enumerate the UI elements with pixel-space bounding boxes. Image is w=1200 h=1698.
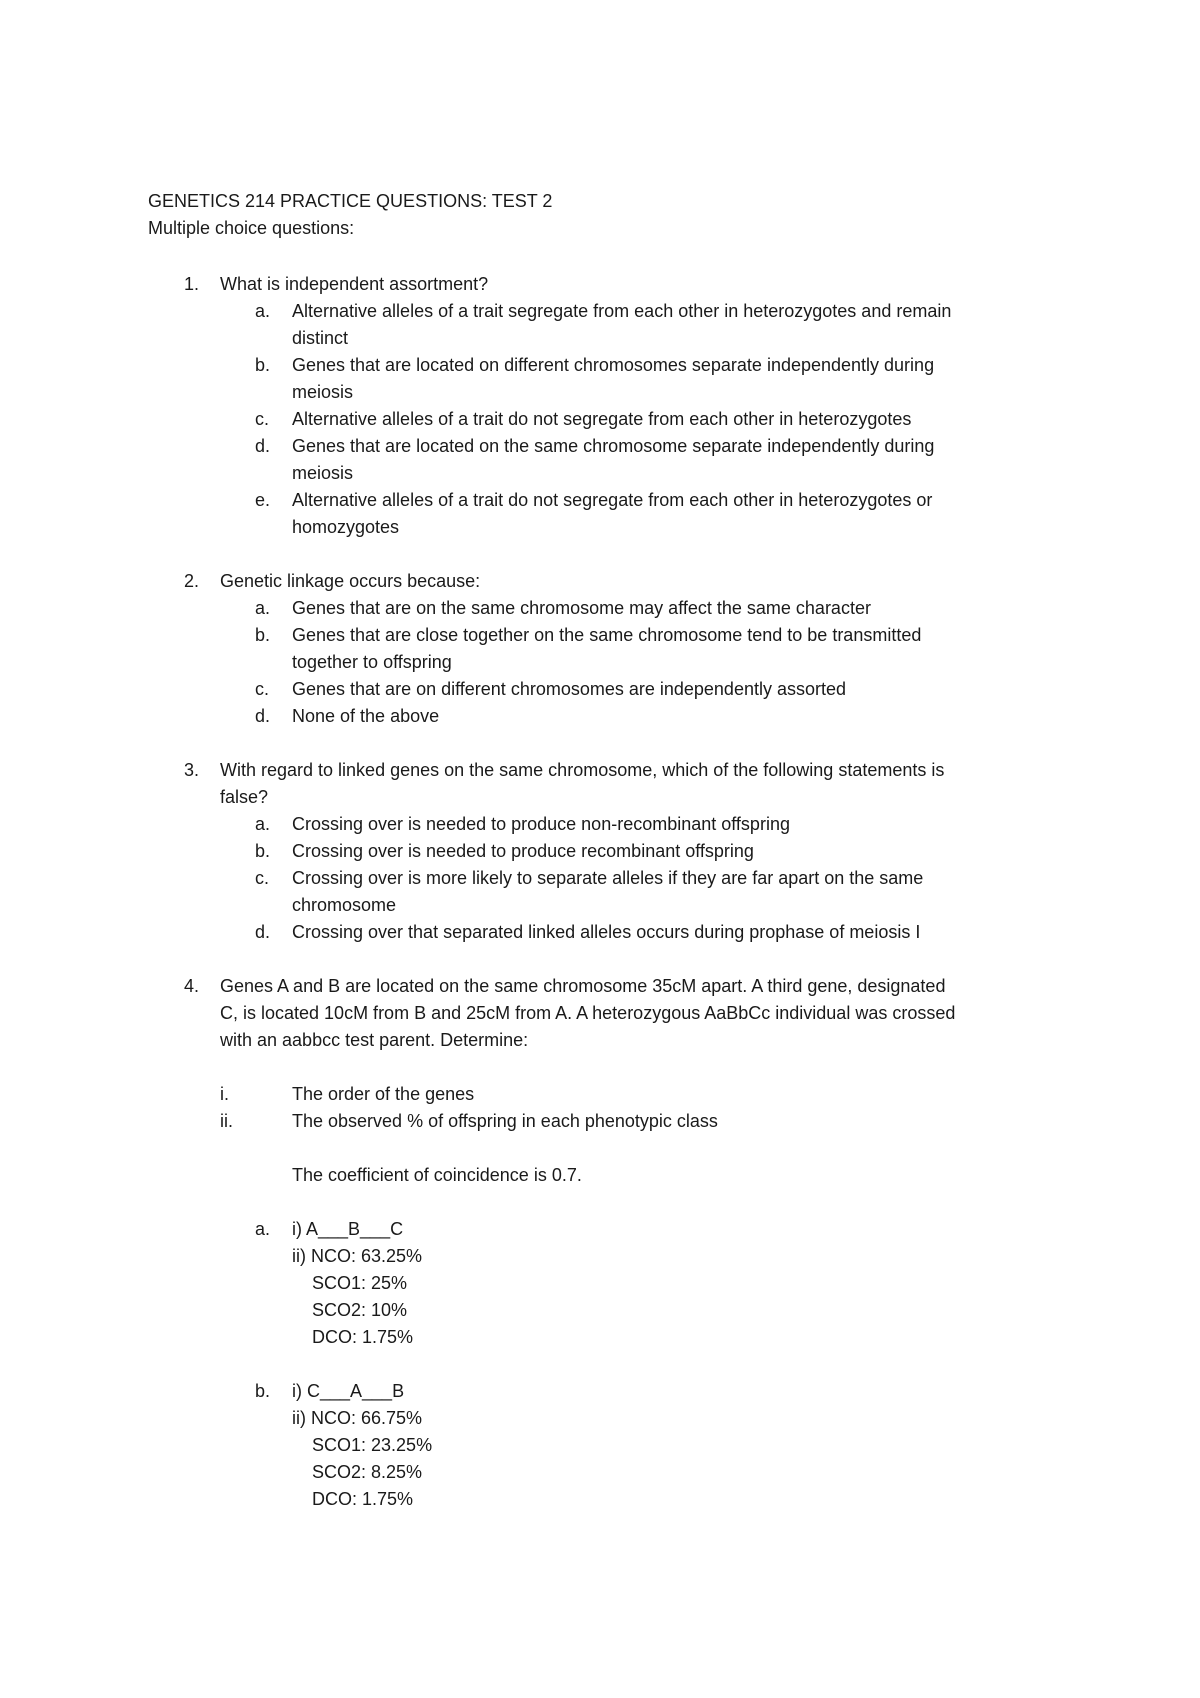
option-text: None of the above xyxy=(292,706,440,726)
option-text: SCO1: 23.25% xyxy=(312,1435,433,1455)
option-text: Genes that are close together on the same chromosome tend to be transmitted xyxy=(292,625,922,645)
option-text: Crossing over that separated linked alleles occurs during prophase of meiosis I xyxy=(292,922,921,942)
option-text: Alternative alleles of a trait do not segregate from each other in heterozygotes or xyxy=(292,490,933,510)
option-text: Crossing over is needed to produce non-recombinant offspring xyxy=(292,814,790,834)
subpart-label: i. xyxy=(220,1084,229,1104)
subpart-text: The order of the genes xyxy=(292,1084,475,1104)
option-text: meiosis xyxy=(292,463,354,483)
option-text: SCO2: 8.25% xyxy=(312,1462,423,1482)
question-number: 4. xyxy=(184,976,200,996)
option-text: SCO1: 25% xyxy=(312,1273,408,1293)
question-text: false? xyxy=(220,787,269,807)
question-number: 1. xyxy=(184,274,200,294)
page-title: GENETICS 214 PRACTICE QUESTIONS: TEST 2 xyxy=(148,191,553,211)
option-text: homozygotes xyxy=(292,517,400,537)
option-letter: e. xyxy=(255,490,271,510)
option-text: Alternative alleles of a trait do not segregate from each other in heterozygotes xyxy=(292,409,912,429)
option-text: Crossing over is more likely to separate alleles if they are far apart on the same xyxy=(292,868,924,888)
question-text: with an aabbcc test parent. Determine: xyxy=(220,1030,529,1050)
option-letter: b. xyxy=(255,1381,271,1401)
option-text: distinct xyxy=(292,328,349,348)
question-number: 2. xyxy=(184,571,200,591)
section-subtitle: Multiple choice questions: xyxy=(148,218,355,238)
question-text: With regard to linked genes on the same chromosome, which of the following statements is xyxy=(220,760,945,780)
option-text: SCO2: 10% xyxy=(312,1300,408,1320)
question-note: The coefficient of coincidence is 0.7. xyxy=(292,1165,582,1185)
option-text: i) A___B___C xyxy=(292,1219,404,1239)
option-text: DCO: 1.75% xyxy=(312,1327,414,1347)
subpart-text: The observed % of offspring in each phenotypic class xyxy=(292,1111,718,1131)
question-text: Genetic linkage occurs because: xyxy=(220,571,481,591)
question-number: 3. xyxy=(184,760,200,780)
option-text: Genes that are located on different chromosomes separate independently during xyxy=(292,355,935,375)
option-letter: b. xyxy=(255,625,271,645)
option-letter: d. xyxy=(255,436,271,456)
option-text: together to offspring xyxy=(292,652,452,672)
option-letter: c. xyxy=(255,409,270,429)
option-text: Genes that are located on the same chromosome separate independently during xyxy=(292,436,935,456)
option-text: meiosis xyxy=(292,382,354,402)
question-text: Genes A and B are located on the same chromosome 35cM apart. A third gene, designated xyxy=(220,976,946,996)
option-text: Crossing over is needed to produce recombinant offspring xyxy=(292,841,754,861)
option-letter: a. xyxy=(255,814,271,834)
option-text: ii) NCO: 63.25% xyxy=(292,1246,423,1266)
option-text: Genes that are on different chromosomes are independently assorted xyxy=(292,679,847,699)
option-text: Alternative alleles of a trait segregate from each other in heterozygotes and remain xyxy=(292,301,952,321)
option-letter: c. xyxy=(255,868,270,888)
option-letter: d. xyxy=(255,706,271,726)
option-letter: b. xyxy=(255,355,271,375)
option-letter: d. xyxy=(255,922,271,942)
option-text: DCO: 1.75% xyxy=(312,1489,414,1509)
option-letter: a. xyxy=(255,598,271,618)
option-text: i) C___A___B xyxy=(292,1381,405,1401)
option-text: ii) NCO: 66.75% xyxy=(292,1408,423,1428)
question-text: C, is located 10cM from B and 25cM from A. A heterozygous AaBbCc individual was crossed xyxy=(220,1003,956,1023)
subpart-label: ii. xyxy=(220,1111,233,1131)
option-text: Genes that are on the same chromosome may affect the same character xyxy=(292,598,871,618)
option-letter: a. xyxy=(255,301,271,321)
option-text: chromosome xyxy=(292,895,397,915)
option-letter: b. xyxy=(255,841,271,861)
option-letter: c. xyxy=(255,679,270,699)
option-letter: a. xyxy=(255,1219,271,1239)
question-text: What is independent assortment? xyxy=(220,274,489,294)
